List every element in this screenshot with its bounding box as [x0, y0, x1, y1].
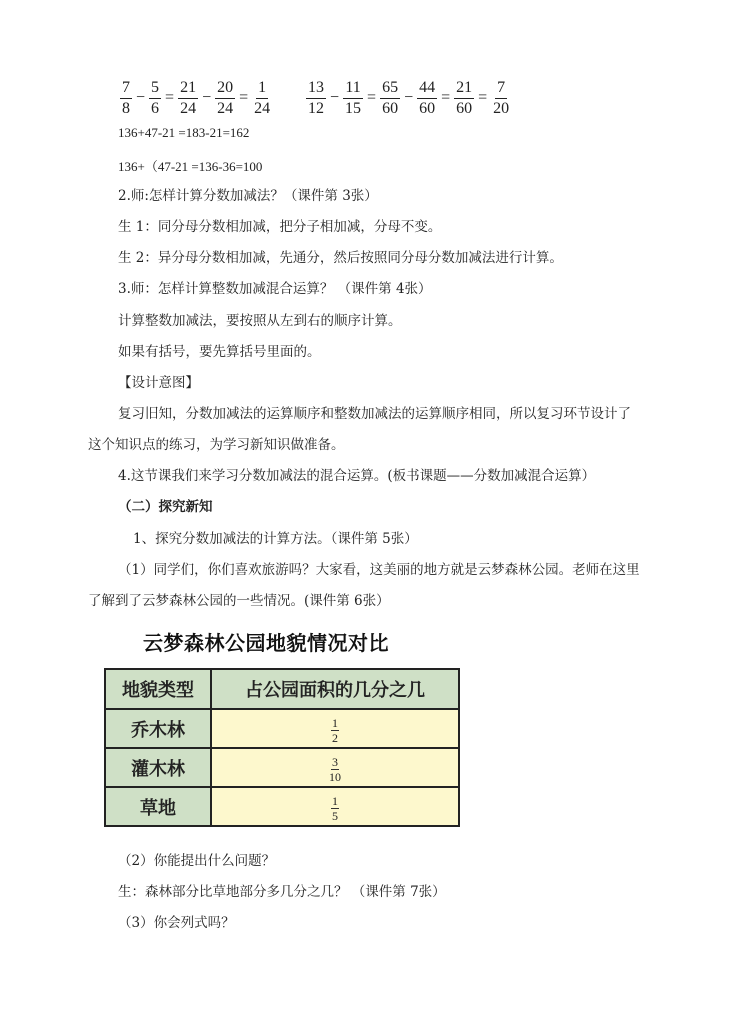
numerator: 21: [454, 79, 474, 99]
fraction: [215, 79, 235, 118]
paragraph-1-line-1: （1）同学们，你们喜欢旅游吗？大家看，这美丽的地方就是云梦森林公园。老师在这里: [118, 562, 640, 578]
fraction: [491, 79, 511, 118]
operator: =: [441, 89, 451, 106]
design-intent-line-1: 复习旧知，分数加减法的运算顺序和整数加减法的运算顺序相同，所以复习环节设计了: [118, 406, 631, 422]
section-heading-explore: （二）探究新知: [118, 499, 213, 515]
denominator: 60: [419, 99, 436, 117]
row-type-cell: 灌木林: [105, 748, 211, 787]
numerator: 20: [215, 79, 235, 99]
paragraph-3: （3）你会列式吗？: [118, 915, 235, 931]
paragraph-2: （2）你能提出什么问题？: [118, 853, 276, 869]
numerator: 44: [417, 79, 437, 99]
denominator: 6: [151, 99, 160, 117]
numerator: 11: [343, 79, 362, 99]
calc-line-2: 136+（47-21 =136-36=100: [118, 159, 263, 174]
row-type-cell: 草地: [105, 787, 211, 826]
operator: −: [136, 89, 146, 106]
rule-line-2: 如果有括号，要先算括号里面的。: [118, 344, 321, 360]
fraction: [306, 79, 326, 118]
fraction: [454, 79, 474, 118]
fraction: [252, 79, 272, 118]
question-2: 2.师:怎样计算分数加减法？（课件第 3张）: [118, 188, 378, 204]
numerator: 1: [256, 79, 268, 99]
numerator: 21: [178, 79, 198, 99]
denominator: 15: [345, 99, 362, 117]
question-3: 3.师：怎样计算整数加减混合运算？ （课件第 4张）: [118, 281, 432, 297]
denominator: 12: [308, 99, 324, 117]
equation-fraction-subtraction-1: [118, 76, 274, 120]
denominator: 24: [180, 99, 197, 117]
numerator: 5: [149, 79, 161, 99]
row-fraction-cell: $\frac{1}{2}$: [211, 709, 459, 748]
row-fraction-cell: $\frac{1}{5}$: [211, 787, 459, 826]
operator: =: [478, 89, 488, 106]
row-fraction-cell: $\frac{3}{10}$: [211, 748, 459, 787]
landform-table: [104, 668, 460, 827]
table-header-fraction: 占公园面积的几分之几: [211, 669, 459, 709]
student-answer-3: 生：森林部分比草地部分多几分之几？ （课件第 7张）: [118, 884, 446, 900]
numerator: 65: [380, 79, 400, 99]
paragraph-1-line-2: 了解到了云梦森林公园的一些情况。(课件第 6张）: [88, 593, 390, 609]
fraction: [417, 79, 437, 118]
rule-line-1: 计算整数加减法，要按照从左到右的顺序计算。: [118, 313, 402, 329]
denominator: 60: [382, 99, 399, 117]
operator: −: [404, 89, 414, 106]
row-type-cell: 乔木林: [105, 709, 211, 748]
table-row: [105, 709, 459, 748]
design-intent-line-2: 这个知识点的练习，为学习新知识做准备。: [88, 437, 345, 453]
fraction: [120, 79, 132, 118]
design-intent-heading: 【设计意图】: [118, 375, 199, 391]
operator: −: [330, 89, 340, 106]
fraction: [380, 79, 400, 118]
numerator: 7: [495, 79, 507, 99]
table-row: [105, 748, 459, 787]
explore-step-1: 1、探究分数加减法的计算方法。（课件第 5张）: [133, 531, 418, 547]
operator: −: [202, 89, 212, 106]
table-header-type: 地貌类型: [105, 669, 211, 709]
calc-line-1: 136+47-21 =183-21=162: [118, 125, 250, 140]
operator: =: [367, 89, 377, 106]
fraction: [343, 79, 363, 118]
denominator: 20: [493, 99, 510, 117]
numerator: 7: [120, 79, 132, 99]
table-row: [105, 787, 459, 826]
table-title: 云梦森林公园地貌情况对比: [143, 631, 389, 655]
student-answer-2: 生 2：异分母分数相加减，先通分，然后按照同分母分数加减法进行计算。: [118, 250, 563, 266]
operator: =: [165, 89, 175, 106]
fraction: [178, 79, 198, 118]
denominator: 24: [217, 99, 234, 117]
operator: =: [239, 89, 249, 106]
fraction: [149, 79, 161, 118]
student-answer-1: 生 1：同分母分数相加减，把分子相加减，分母不变。: [118, 219, 442, 235]
denominator: 24: [254, 99, 271, 117]
denominator: 8: [122, 99, 130, 117]
denominator: 60: [456, 99, 473, 117]
numerator: 13: [306, 79, 326, 99]
question-4: 4.这节课我们来学习分数加减法的混合运算。(板书课题——分数加减混合运算）: [118, 468, 596, 484]
equation-fraction-subtraction-2: [304, 76, 513, 120]
